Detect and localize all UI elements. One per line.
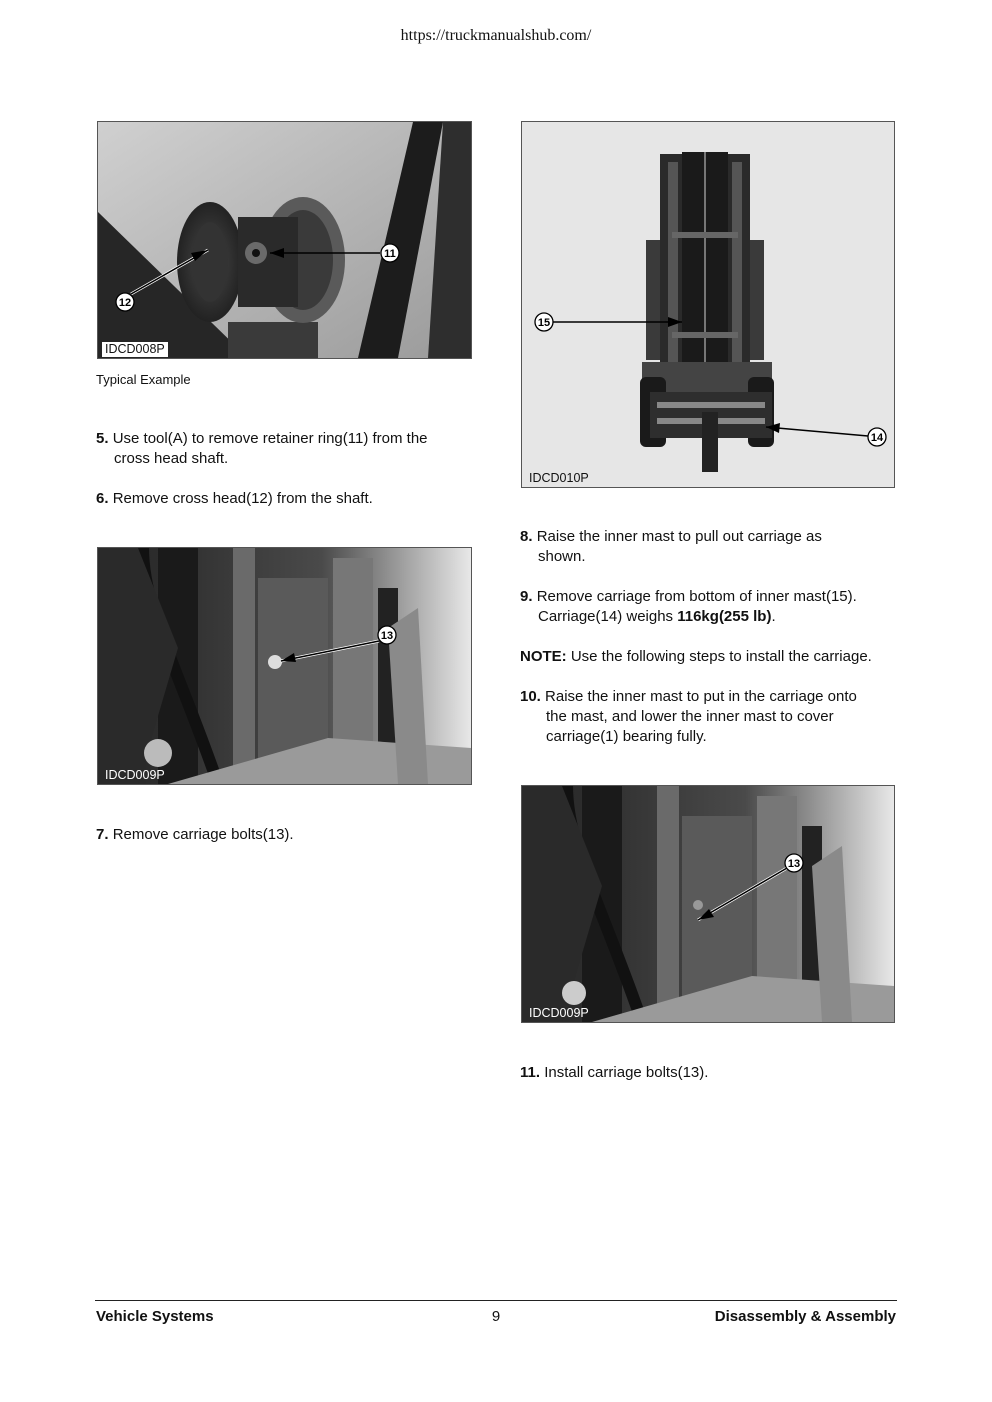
figure-carriage-bolts <box>97 547 472 785</box>
footer-chapter: Disassembly & Assembly <box>714 1308 896 1325</box>
callout-13: 13 <box>380 630 394 642</box>
install-note <box>520 647 872 667</box>
figure-id: IDCD009P <box>529 1006 589 1020</box>
figure-cross-head <box>97 121 472 359</box>
step-number: 8. <box>520 528 533 545</box>
step-text: Install carriage bolts(13). <box>544 1064 709 1081</box>
step-text: Use tool(A) to remove retainer ring(11) from the <box>112 430 428 447</box>
callout-14: 14 <box>870 432 884 444</box>
figure-id: IDCD010P <box>529 471 589 485</box>
note-label: NOTE: <box>520 648 567 665</box>
step-text-end: . <box>771 608 776 625</box>
step-number: 11. <box>520 1064 541 1081</box>
callout-15: 15 <box>537 317 551 329</box>
page-number: 9 <box>491 1308 501 1325</box>
cross-head-photo <box>98 122 471 358</box>
step-number: 10. <box>520 688 541 705</box>
step-9 <box>520 587 857 627</box>
step-6 <box>96 489 373 509</box>
step-number: 7. <box>96 826 109 843</box>
step-text-cont: shown. <box>538 548 586 565</box>
step-text: Raise the inner mast to pull out carriage as <box>536 528 822 545</box>
step-10 <box>520 687 857 747</box>
forklift-mast-photo <box>522 122 894 487</box>
footer-section: Vehicle Systems <box>96 1308 214 1325</box>
source-url: https://truckmanualshub.com/ <box>400 27 592 44</box>
note-text: Use the following steps to install the carriage. <box>570 648 872 665</box>
step-number: 9. <box>520 588 533 605</box>
carriage-bolts-install-photo <box>522 786 894 1022</box>
figure-carriage-bolts-install <box>521 785 895 1023</box>
step-text: Remove cross head(12) from the shaft. <box>112 490 373 507</box>
step-text-cont: Carriage(14) weighs <box>538 608 678 625</box>
callout-13: 13 <box>787 858 801 870</box>
step-7 <box>96 825 294 845</box>
figure-forklift-mast <box>521 121 895 488</box>
figure-caption: Typical Example <box>96 372 191 387</box>
step-text: Raise the inner mast to put in the carriage onto <box>545 688 857 705</box>
step-text: Remove carriage from bottom of inner mast(15). <box>536 588 857 605</box>
step-8 <box>520 527 822 567</box>
callout-11: 11 <box>384 248 396 260</box>
callout-12: 12 <box>118 297 132 309</box>
carriage-weight: 116kg(255 lb) <box>677 608 772 625</box>
step-11 <box>520 1063 708 1083</box>
figure-id: IDCD008P <box>102 342 168 357</box>
step-text-cont2: carriage(1) bearing fully. <box>546 728 707 745</box>
step-number: 6. <box>96 490 109 507</box>
footer-rule <box>95 1300 897 1301</box>
step-text-cont: the mast, and lower the inner mast to cover <box>546 708 834 725</box>
step-5 <box>96 429 428 469</box>
carriage-bolts-photo <box>98 548 471 784</box>
step-text: Remove carriage bolts(13). <box>112 826 294 843</box>
figure-id: IDCD009P <box>105 768 165 782</box>
step-number: 5. <box>96 430 109 447</box>
step-text-cont: cross head shaft. <box>114 450 229 467</box>
